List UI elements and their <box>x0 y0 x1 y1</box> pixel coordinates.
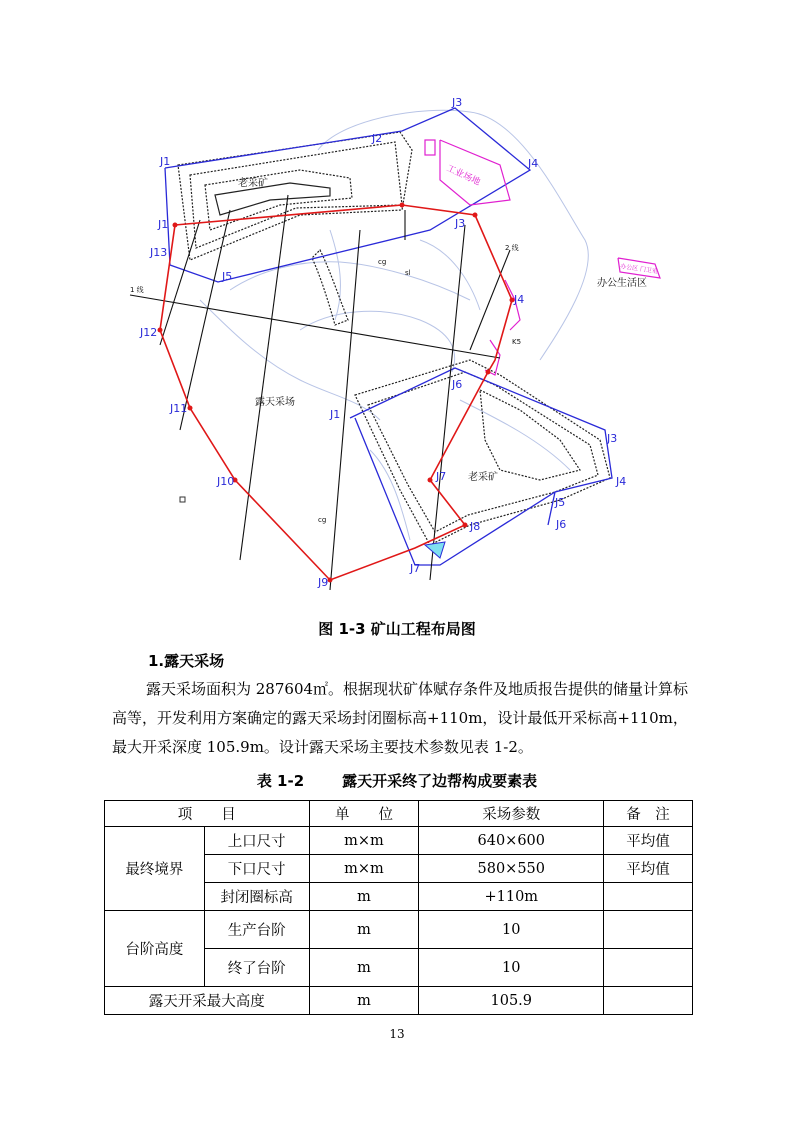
bench-hatching-top <box>178 132 412 260</box>
table-row <box>105 827 693 855</box>
label-open-pit: 露天采场 <box>255 397 295 408</box>
label-j6r: J6 <box>452 378 463 391</box>
row-unit: m×m <box>309 827 419 855</box>
design-boundary-blue <box>165 108 612 565</box>
label-cg-1: cg <box>378 258 387 266</box>
section-paragraph: 露天采场面积为 287604㎡。根据现状矿体赋存条件及地质报告提供的储量计算标高等，开发利用方案确定的露天采场封闭圈标高+110m，设计最低开采标高+110m，最大开采深度 105.9m。设计露天采场主要技术参数见表 1-2。 <box>112 680 689 756</box>
header-note: 备 注 <box>604 801 693 827</box>
row-value: 10 <box>419 949 604 987</box>
section-heading: 1.露天采场 <box>148 652 225 670</box>
row-note <box>604 987 693 1015</box>
table-header-row <box>105 801 693 827</box>
control-points <box>158 203 515 583</box>
row-value: 640×600 <box>419 827 604 855</box>
row-value: +110m <box>419 883 604 911</box>
label-j3r: J3 <box>455 217 466 230</box>
row-name: 露天开采最大高度 <box>105 987 310 1015</box>
label-j5-top: J5 <box>222 270 233 283</box>
cyan-marker <box>425 542 445 558</box>
row-unit: m <box>309 987 419 1015</box>
row-note <box>604 911 693 949</box>
group-final-boundary: 最终境界 <box>105 827 205 911</box>
label-j10: J10 <box>217 475 235 488</box>
label-k5: K5 <box>512 338 522 346</box>
label-j6-bottom: J6 <box>556 518 567 531</box>
bench-hatching-bottom <box>312 250 610 545</box>
header-item: 项 目 <box>105 801 310 827</box>
figure-caption: 图 1-3 矿山工程布局图 <box>318 620 476 638</box>
row-unit: m <box>309 883 419 911</box>
label-j4r: J4 <box>514 293 525 306</box>
boundary-labels <box>139 96 626 589</box>
row-value: 580×550 <box>419 855 604 883</box>
label-j7-bottom: J7 <box>410 562 421 575</box>
parameters-table <box>104 800 693 1015</box>
row-unit: m <box>309 911 419 949</box>
label-line1: 1 线 <box>130 286 144 294</box>
label-j4-top: J4 <box>528 157 539 170</box>
label-j4-bottom: J4 <box>616 475 627 488</box>
row-name: 封闭圈标高 <box>204 883 309 911</box>
label-j7r: J7 <box>436 470 447 483</box>
row-name: 下口尺寸 <box>204 855 309 883</box>
row-unit: m×m <box>309 855 419 883</box>
row-value: 10 <box>419 911 604 949</box>
label-line2: 2 线 <box>505 244 519 252</box>
row-name: 生产台阶 <box>204 911 309 949</box>
row-note: 平均值 <box>604 855 693 883</box>
label-office-tag: 办公区 门卫室 <box>619 263 659 276</box>
label-j3-bottom: J3 <box>607 432 618 445</box>
table-title-text: 露天开采终了边帮构成要素表 <box>342 772 538 790</box>
label-j1-mid: J1 <box>158 218 169 231</box>
label-sl: sl <box>405 269 411 277</box>
table-number: 表 1-2 <box>256 772 305 790</box>
row-name: 终了台阶 <box>204 949 309 987</box>
label-j1-bottom: J1 <box>330 408 341 421</box>
group-bench-height: 台阶高度 <box>105 911 205 987</box>
row-note: 平均值 <box>604 827 693 855</box>
label-industrial: 工业场地 <box>444 163 482 188</box>
label-j12: J12 <box>140 326 158 339</box>
label-j3-top: J3 <box>452 96 463 109</box>
label-j9: J9 <box>318 576 329 589</box>
table-row <box>105 987 693 1015</box>
label-j13: J13 <box>150 246 168 259</box>
label-j11: J11 <box>170 402 188 415</box>
table-title <box>0 770 794 791</box>
page-number: 13 <box>389 1027 405 1041</box>
terrain-contours <box>200 110 588 540</box>
label-old-mine-top: 老采矿 <box>238 178 268 189</box>
header-unit: 单 位 <box>309 801 419 827</box>
row-note <box>604 883 693 911</box>
row-value: 105.9 <box>419 987 604 1015</box>
table-row <box>105 911 693 949</box>
label-old-mine-bottom: 老采矿 <box>468 472 498 483</box>
label-j8: J8 <box>470 520 481 533</box>
label-j1-top: J1 <box>160 155 171 168</box>
row-name: 上口尺寸 <box>204 827 309 855</box>
label-j5-bottom: J5 <box>555 496 566 509</box>
small-square-marker <box>180 497 185 502</box>
area-labels <box>130 176 647 524</box>
label-cg-2: cg <box>318 516 327 524</box>
row-unit: m <box>309 949 419 987</box>
label-office: 办公生活区 <box>597 278 647 289</box>
header-param: 采场参数 <box>419 801 604 827</box>
row-note <box>604 949 693 987</box>
label-j2-top: J2 <box>372 132 383 145</box>
